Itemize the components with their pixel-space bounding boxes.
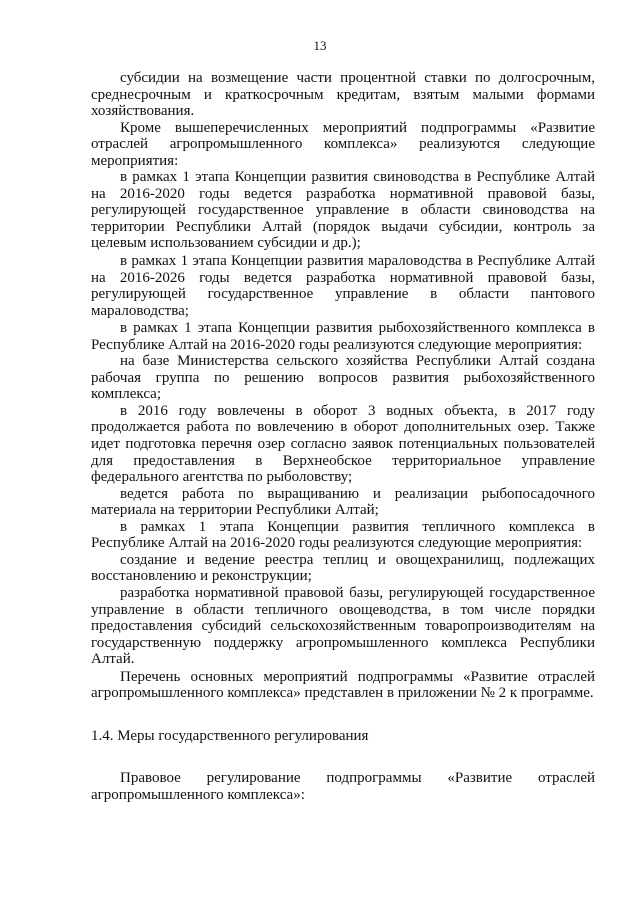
paragraph-deer-farming: в рамках 1 этапа Концепции развития мараловодства в Республике Алтай на 2016-2026 годы ведется разработка нормативной правовой базы, регулирующей государственное управление в области пантового мараловодства; — [91, 253, 595, 319]
section-heading: 1.4. Меры государственного регулирования — [91, 727, 369, 744]
paragraph-measures-intro: Кроме вышеперечисленных мероприятий подпрограммы «Развитие отраслей агропромышленного комплекса» реализуются следующие мероприятия: — [91, 119, 595, 169]
page-body — [91, 70, 595, 803]
paragraph-greenhouse-concept: в рамках 1 этапа Концепции развития тепличного комплекса в Республике Алтай на 2016-2020 годы реализуются следующие мероприятия: — [91, 518, 595, 552]
page-number: 13 — [313, 38, 327, 53]
paragraph-legal-regulation: Правовое регулирование подпрограммы «Развитие отраслей агропромышленного комплекса»: — [91, 770, 595, 803]
paragraph-appendix-reference: Перечень основных мероприятий подпрограммы «Развитие отраслей агропромышленного комплекса» представлен в приложении № 2 к программе. — [91, 668, 595, 702]
paragraph-water-objects: в 2016 году вовлечены в оборот 3 водных объекта, в 2017 году продолжается работа по вовлечению в оборот дополнительных озер. Также идет подготовка перечня озер согласно заявок потенциальных пользователей для предоставления в Верхнеобское территориальное управление федерального агентства по рыболовству; — [91, 402, 595, 486]
paragraph-working-group: на базе Министерства сельского хозяйства Республики Алтай создана рабочая группа по решению вопросов развития рыбохозяйственного комплекса; — [91, 353, 595, 403]
paragraph-greenhouse-regulation: разработка нормативной правовой базы, регулирующей государственное управление в области тепличного овощеводства, в том числе порядки предоставления субсидий сельскохозяйственным товаропроизводителям на государственную поддержку агропромышленного комплекса Республики Алтай. — [91, 584, 595, 668]
paragraph-greenhouse-registry: создание и ведение реестра теплиц и овощехранилищ, подлежащих восстановлению и реконструкции; — [91, 551, 595, 585]
paragraph-fish-stock: ведется работа по выращиванию и реализации рыбопосадочного материала на территории Республики Алтай; — [91, 485, 595, 519]
paragraph-fishery-concept: в рамках 1 этапа Концепции развития рыбохозяйственного комплекса в Республике Алтай на 2016-2020 годы реализуются следующие мероприятия: — [91, 320, 595, 353]
paragraph-pig-farming: в рамках 1 этапа Концепции развития свиноводства в Республике Алтай на 2016-2020 годы ведется разработка нормативной правовой базы, регулирующей государственное управление в области свиноводства на территории Республики Алтай (порядок выдачи субсидии, контроль за целевым использованием субсидии и др.); — [91, 169, 595, 252]
paragraph-subsidies: субсидии на возмещение части процентной ставки по долгосрочным, среднесрочным и краткосрочным кредитам, взятым малыми формами хозяйствования. — [91, 70, 595, 120]
